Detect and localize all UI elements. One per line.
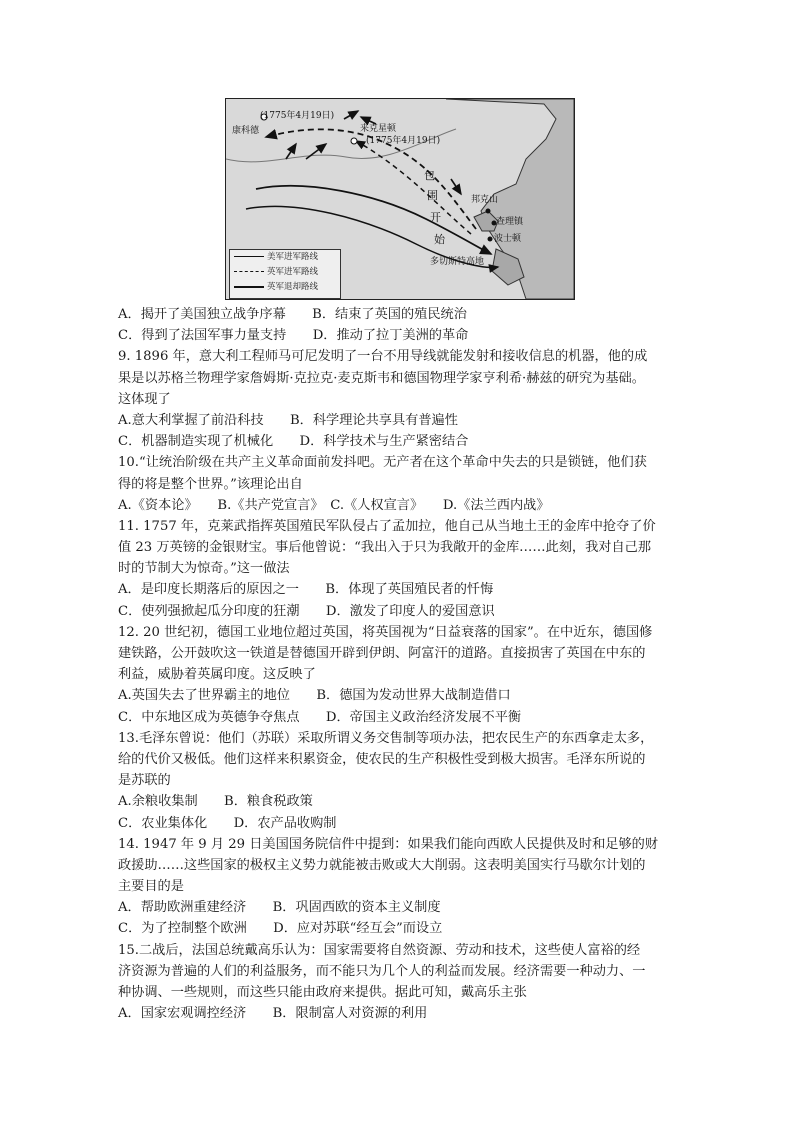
q13-option-ab: A.余粮收集制 B．粮食税政策 [118, 794, 313, 810]
q9-option-ab: A.意大利掌握了前沿科技 B．科学理论共享具有普遍性 [118, 412, 458, 428]
q10-stem-line-2: 得的将是整个世界。”该理论出自 [118, 476, 303, 492]
legend-british-retreat-label: 英军退却路线 [267, 282, 319, 292]
boston-marker [488, 237, 493, 242]
q9-option-cd: C．机器制造实现了机械化 D．科学技术与生产紧密结合 [118, 434, 469, 450]
q11-option-cd: C．使列强掀起瓜分印度的狂潮 D．激发了印度人的爱国意识 [118, 603, 495, 619]
bunker-hill-marker [486, 209, 491, 214]
british-advance-route-2 [356, 141, 471, 234]
q12-stem-line-2: 建铁路，公开鼓吹这一铁道是替德国开辟到伊朗、阿富汗的道路。直接损害了英国在中东的 [118, 646, 646, 661]
q9-stem-line-1: 9. 1896 年，意大利工程师马可尼发明了一台不用导线就能发射和接收信息的机器，他的成 [118, 349, 648, 365]
q14-option-ab: A．帮助欧洲重建经济 B．巩固西欧的资本主义制度 [118, 900, 441, 916]
charlestown-label: 查理镇 [496, 217, 524, 227]
concord-label: 康科德 [232, 126, 260, 136]
siege-char-4: 始 [434, 233, 445, 246]
siege-char-3: 开 [430, 211, 441, 224]
q10-stem-line-1: 10.“让统治阶级在共产主义革命面前发抖吧。无产者在这个革命中失去的只是锁链，他们获 [118, 455, 647, 471]
history-map [225, 98, 575, 300]
dorchester-label: 多切斯特高地 [430, 257, 485, 267]
q11-stem-line-3: 时的节制大为惊奇。”这一做法 [118, 561, 290, 577]
q14-stem-line-1: 14. 1947 年 9 月 29 日美国国务院信件中提到：如果我们能向西欧人民提供及时和足够的财 [118, 836, 659, 852]
bunker-hill-label: 邦克山 [471, 195, 499, 205]
q11-option-ab: A．是印度长期落后的原因之一 B．体现了英国殖民者的忏悔 [118, 582, 494, 598]
q11-stem-line-1: 11. 1757 年，克莱武指挥英国殖民军队侵占了孟加拉，他自己从当地土王的金库中抢夺了价 [118, 518, 656, 534]
concord-date-label: (1775年4月19日) [260, 111, 335, 121]
q13-stem-line-1: 13.毛泽东曾说：他们（苏联）采取所谓义务交售制等项办法，把农民生产的东西拿走太多， [118, 730, 654, 746]
american-advance-5 [451, 179, 461, 194]
q12-stem-line-1: 12. 20 世纪初，德国工业地位超过英国，将英国视为“日益衰落的国家”。在中近东，德国修 [118, 624, 653, 640]
siege-char-1: 包 [424, 169, 435, 182]
q14-stem-line-3: 主要目的是 [118, 879, 184, 895]
boston-label: 波士顿 [494, 234, 522, 244]
q12-option-cd: C．中东地区成为英德争夺焦点 D．帝国主义政治经济发展不平衡 [118, 709, 522, 725]
legend-american-advance [234, 252, 318, 263]
map-legend [229, 249, 341, 299]
q13-stem-line-2: 给的代价又极低。他们这样来积累资金，使农民的生产积极性受到极大损害。毛泽东所说的 [118, 751, 646, 767]
american-advance-3 [344, 111, 358, 119]
american-advance-1 [306, 144, 326, 159]
lexington-label: 来克星顿 [360, 124, 397, 134]
q10-options: A.《资本论》 B.《共产党宣言》 C.《人权宣言》 D.《法兰西内战》 [118, 497, 550, 513]
american-advance-4 [361, 117, 376, 124]
question-text-block [118, 304, 678, 1024]
q13-option-cd: C．农业集体化 D．农产品收购制 [118, 815, 337, 831]
lexington-date-label: (1775年4月19日) [366, 136, 441, 146]
legend-american-advance-label: 美军进军路线 [267, 252, 319, 262]
q15-stem-line-1: 15.二战后，法国总统戴高乐认为：国家需要将自然资源、劳动和技术，这些使人富裕的经 [118, 942, 641, 958]
q11-stem-line-2: 值 23 万英镑的金银财宝。事后他曾说：“我出入于只为我敞开的金库……此刻，我对自己那 [118, 540, 652, 556]
lexington-marker [351, 138, 357, 144]
q8-option-ab: A．揭开了美国独立战争序幕 B．结束了英国的殖民统治 [118, 307, 467, 322]
q14-stem-line-2: 政援助……这些国家的极权主义势力就能被击败或大大削弱。这表明美国实行马歇尔计划的 [118, 857, 646, 873]
q14-option-cd: C．为了控制整个欧洲 D．应对苏联“经互会”而设立 [118, 921, 443, 937]
q9-stem-line-2: 果是以苏格兰物理学家詹姆斯·克拉克·麦克斯韦和德国物理学家亨利希·赫兹的研究为基础。 [118, 370, 645, 386]
q8-option-cd: C．得到了法国军事力量支持 D．推动了拉丁美洲的革命 [118, 328, 469, 344]
legend-british-retreat [234, 282, 318, 293]
legend-british-advance-label: 英军进军路线 [267, 267, 319, 277]
q12-stem-line-3: 利益，威胁着英属印度。这反映了 [118, 667, 316, 683]
siege-char-2: 围 [427, 189, 438, 202]
q15-option-ab: A．国家宏观调控经济 B．限制富人对资源的利用 [118, 1006, 428, 1022]
american-advance-2 [286, 144, 296, 159]
legend-british-retreat-line [234, 286, 264, 288]
q13-stem-line-3: 是苏联的 [118, 773, 171, 789]
q9-stem-line-3: 这体现了 [118, 391, 171, 407]
q15-stem-line-3: 种协调、一些规则，而这些只能由政府来提供。据此可知，戴高乐主张 [118, 985, 527, 1000]
q12-option-ab: A.英国失去了世界霸主的地位 B．德国为发动世界大战制造借口 [118, 688, 511, 704]
legend-british-advance [234, 267, 318, 278]
legend-american-advance-line [234, 256, 264, 257]
legend-british-advance-line [234, 271, 264, 272]
q15-stem-line-2: 济资源为普遍的人们的利益服务，而不能只为几个人的利益而发展。经济需要一种动力、一 [118, 963, 646, 979]
